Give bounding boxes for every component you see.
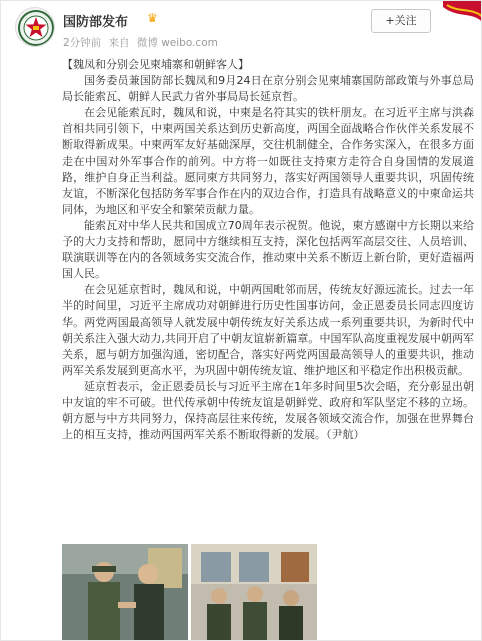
post-content (62, 57, 474, 443)
paragraph: 能索瓦对中华人民共和国成立70周年表示祝贺。他说，柬方感谢中方长期以来给予的大力支持和帮助，愿同中方继续相互支持，深化包括两军高层交往、人员培训、联演联训等在内的各领域务实交流合作，推动柬中关系不断迈上新台阶，更好造福两国人民。 (62, 218, 474, 281)
paragraph: 在会见能索瓦时，魏凤和说，中柬是名符其实的铁杆朋友。在习近平主席与洪森首相共同引领下，中柬两国关系达到历史新高度，两国全面战略合作伙伴关系发展不断取得新成果。中柬两军友好基础深厚，交往机制健全，合作务实深入，在很多方面走在中国对外军事合作的前列。中方将一如既往支持柬方走符合自身国情的发展道路，维护自身正当利益。愿同柬方共同努力，落实好两国领导人重要共识，巩固传统友谊，不断深化包括防务军事合作在内的双边合作，打造具有战略意义的中柬命运共同体，为地区和平安全和繁荣贡献力量。 (62, 106, 474, 216)
emblem-icon (16, 8, 55, 47)
post-time[interactable]: 2分钟前 (63, 37, 102, 49)
post-meta (63, 35, 222, 50)
paragraph: 延京哲表示，金正恩委员长与习近平主席在1年多时间里5次会晤，充分彰显出朝中友谊的牢不可破。世代传承朝中传统友谊是朝鲜党、政府和军队坚定不移的立场。朝方愿与中方共同努力，保持高层往来传统，发展各领域交流合作，加强在世界舞台上的相互支持，推动两国两军关系不断取得新的发展。（尹航） (62, 379, 474, 442)
photo-meeting[interactable] (191, 544, 317, 641)
post-source[interactable]: 微博 weibo.com (136, 37, 218, 49)
post-title: 【魏凤和分别会见柬埔寨和朝鲜客人】 (62, 58, 249, 71)
post-header (1, 1, 482, 59)
photo-handshake[interactable] (62, 544, 188, 641)
follow-button[interactable]: +关注 (371, 9, 431, 33)
flag-banner-icon (437, 1, 482, 31)
source-prefix: 来自 (108, 37, 130, 49)
vip-crown-icon[interactable]: ♛ (147, 11, 158, 25)
author-name[interactable]: 国防部发布 (63, 15, 129, 30)
paragraph: 在会见延京哲时，魏凤和说，中朝两国毗邻而居，传统友好源远流长。过去一年半的时间里，习近平主席成功对朝鲜进行历史性国事访问，金正恩委员长同志四度访华。两党两国最高领导人就发展中朝传统友好关系达成一系列重要共识，为新时代中朝关系注入强大动力,共同开启了中朝友谊崭新篇章。中国军队高度重视发展中朝两军关系，愿与朝方加强沟通，密切配合，落实好两党两国最高领导人的重要共识，推动两军关系发展到更高水平，为巩固中朝传统友谊、维护地区和平稳定作出积极贡献。 (62, 283, 474, 377)
avatar[interactable] (15, 7, 55, 47)
photo-grid (62, 544, 322, 641)
paragraph: 国务委员兼国防部长魏凤和9月24日在京分别会见柬埔寨国防部政策与外事总局局长能索瓦、朝鲜人民武力省外事局局长延京哲。 (62, 74, 474, 104)
